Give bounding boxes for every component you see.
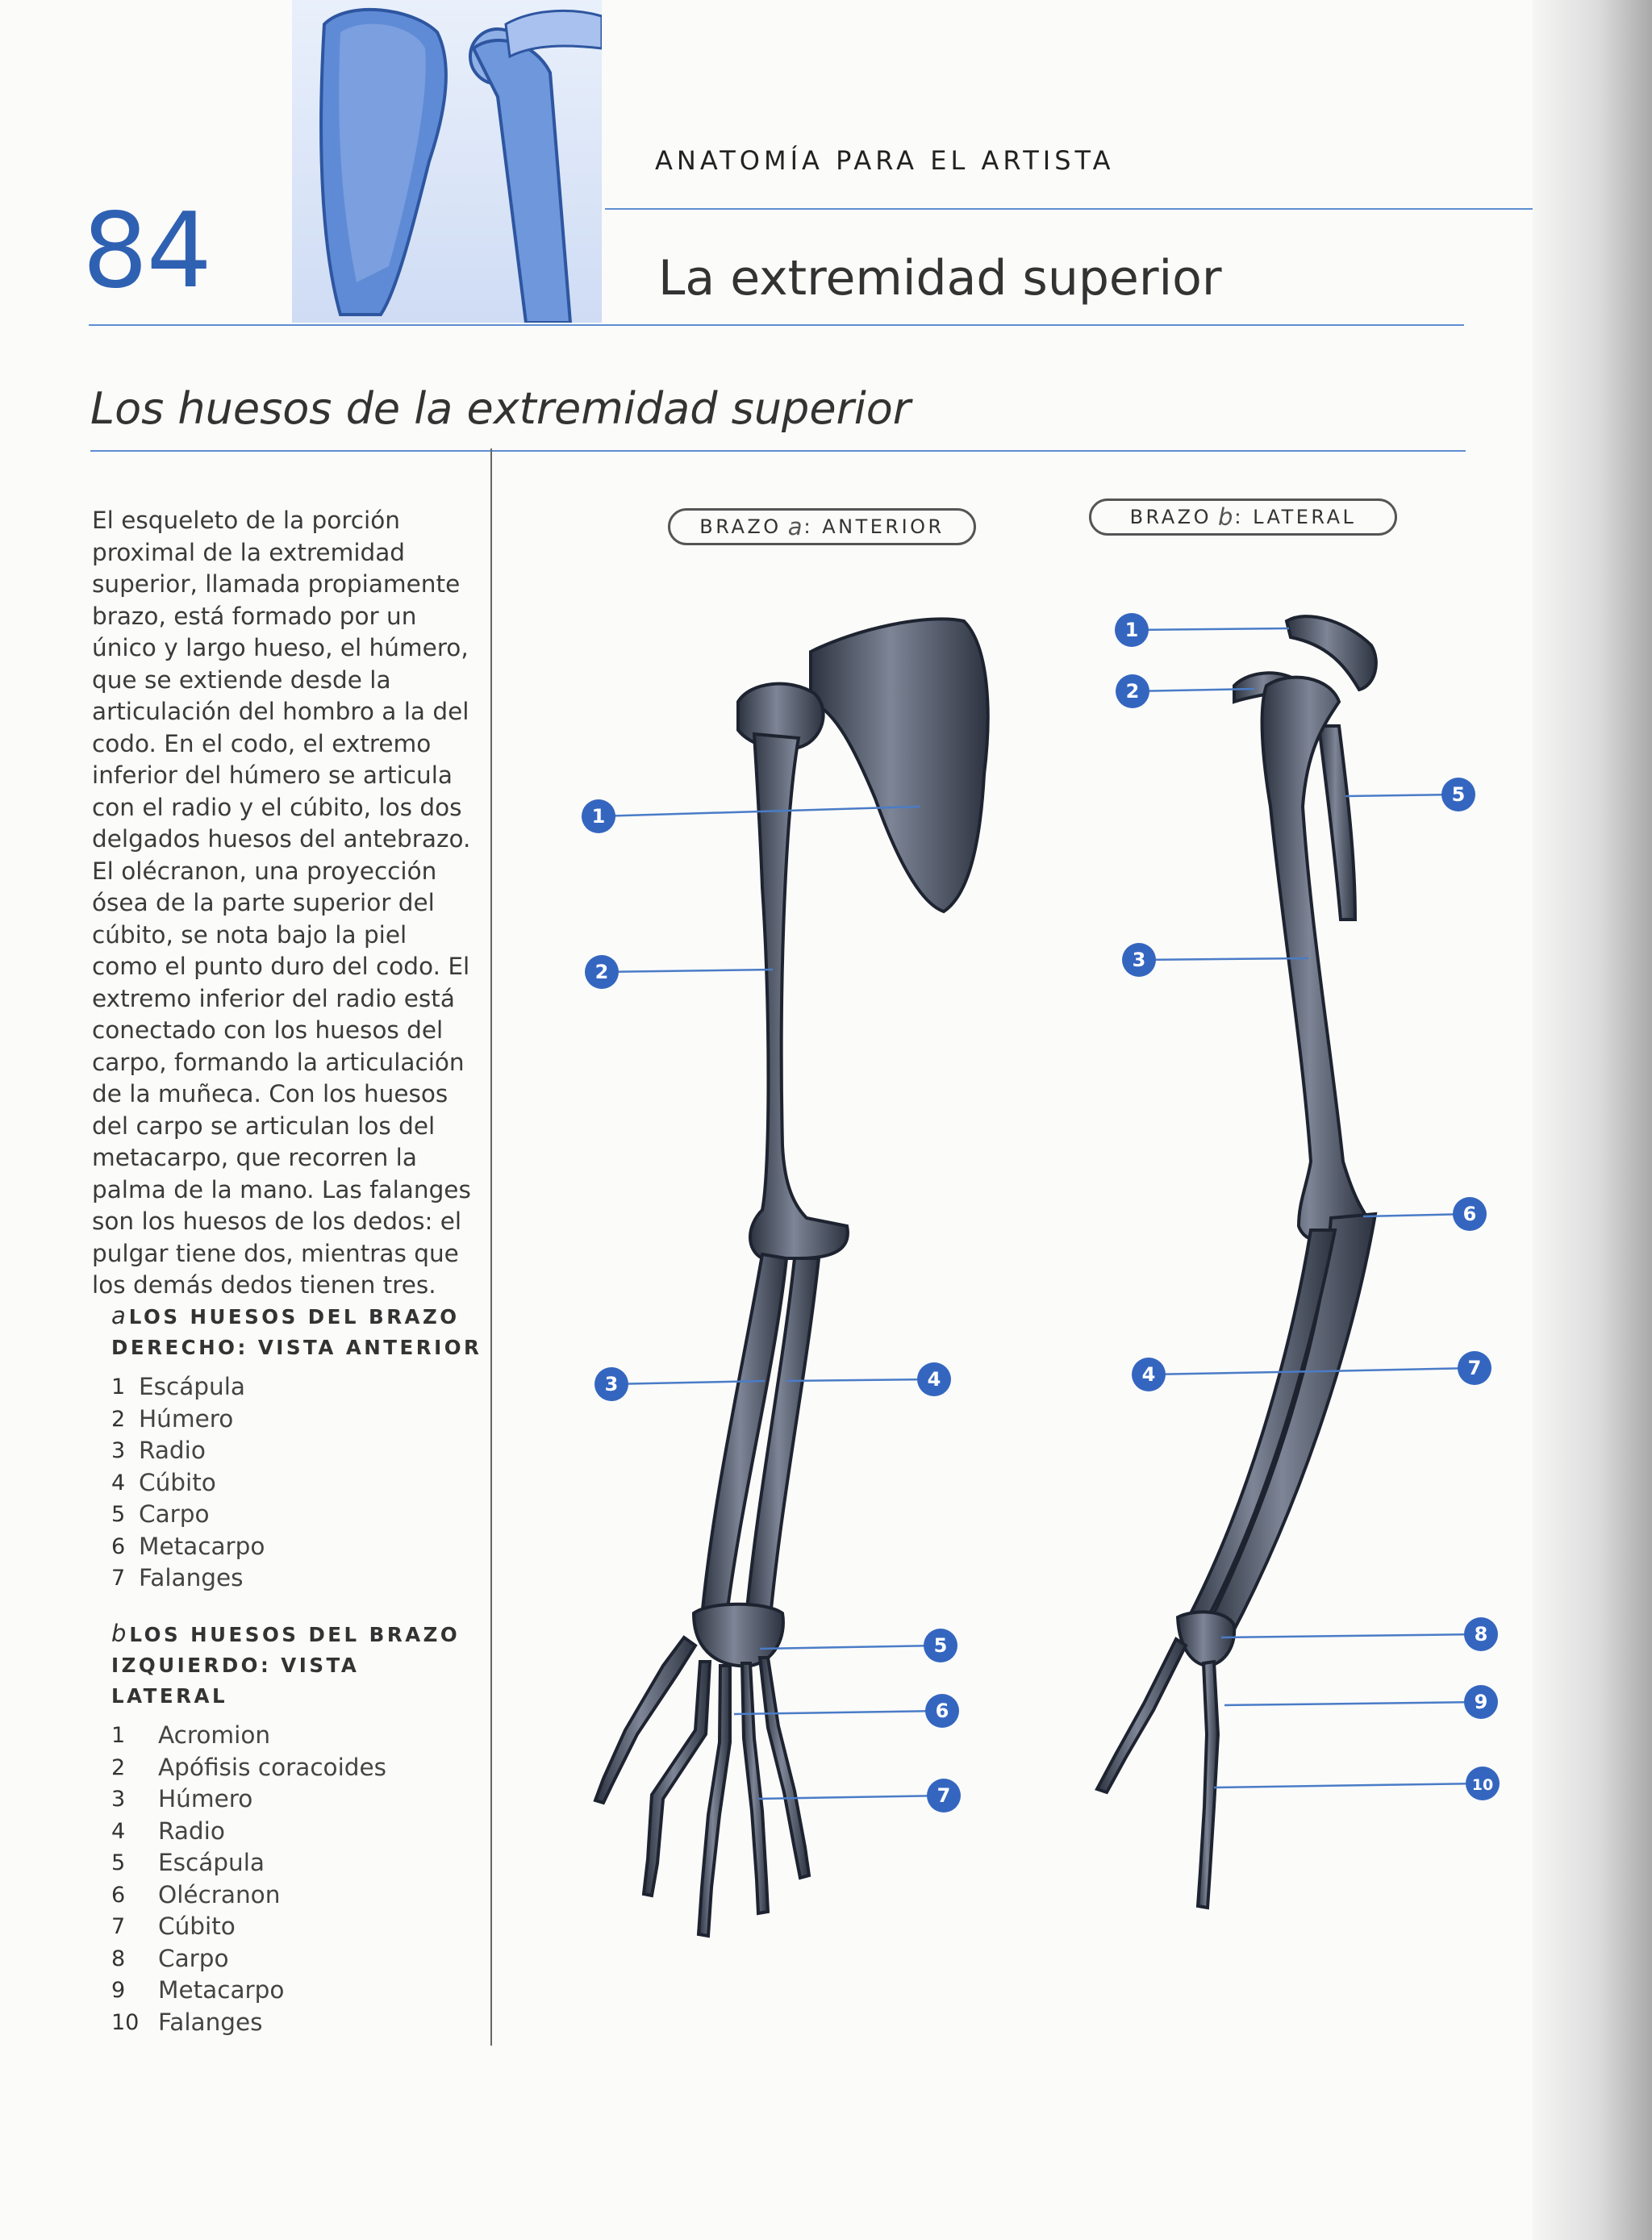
leader-b3 [1139, 958, 1308, 960]
legend-a-letter: a [111, 1302, 126, 1329]
legend-item-label: Apófisis coracoides [158, 1753, 387, 1781]
finger-a-1 [595, 1637, 695, 1803]
callout-b1 [1115, 613, 1149, 647]
figure-a-label-prefix: BRAZO [699, 515, 782, 538]
legend-item-number: 3 [111, 1787, 126, 1812]
carpus-a [694, 1604, 783, 1666]
legend-item-label: Cúbito [158, 1913, 236, 1940]
callout-b3-number: 3 [1132, 949, 1146, 971]
legend-item-label: Olécranon [158, 1880, 281, 1908]
callout-a5 [924, 1629, 957, 1662]
legend-item-label: Carpo [158, 1944, 229, 1972]
callout-a2-number: 2 [594, 961, 609, 983]
callout-a4-number: 4 [927, 1368, 941, 1391]
book-series-title: ANATOMÍA PARA EL ARTISTA [655, 145, 1115, 176]
section-title: Los huesos de la extremidad superior [90, 383, 911, 434]
legend-item-number: 1 [111, 1374, 126, 1399]
callout-b4 [1132, 1358, 1166, 1391]
callout-b5-number: 5 [1451, 783, 1466, 806]
legend-a-heading-text: LOS HUESOS DEL BRAZO DERECHO: VISTA ANTERIOR [111, 1305, 482, 1359]
legend-item-number: 6 [111, 1882, 126, 1908]
legend-item-number: 4 [111, 1470, 126, 1495]
legend-item-label: Falanges [139, 1564, 244, 1591]
humerus-shaft-a [750, 734, 848, 1258]
callout-b6-number: 6 [1462, 1203, 1477, 1225]
legend-item-label: Radio [158, 1817, 225, 1845]
legend-item-number: 7 [111, 1566, 126, 1591]
callout-b6 [1453, 1197, 1487, 1231]
legend-item-label: Falanges [158, 2008, 263, 2036]
finger-b-1 [1097, 1639, 1186, 1792]
legend-item-number: 1 [111, 1723, 126, 1748]
callout-b2-number: 2 [1125, 680, 1140, 703]
leader-b5 [1345, 795, 1458, 796]
legend-item-number: 6 [111, 1533, 126, 1559]
legend-item-label: Metacarpo [139, 1532, 265, 1560]
figure-b-label-prefix: BRAZO [1129, 506, 1212, 528]
legend-item-label: Acromion [158, 1721, 271, 1749]
leader-b10 [1214, 1783, 1483, 1787]
callout-a1 [582, 799, 615, 833]
callout-b7-number: 7 [1467, 1357, 1482, 1379]
legend-item-label: Cúbito [139, 1468, 216, 1496]
legend-item-label: Metacarpo [158, 1976, 285, 2004]
callout-b9 [1464, 1685, 1498, 1719]
callout-a3 [594, 1367, 628, 1401]
legend-item-number: 2 [111, 1754, 126, 1780]
figure-a-label-letter: a [787, 513, 803, 540]
legend-item-number: 2 [111, 1406, 126, 1432]
legend-item-label: Escápula [139, 1373, 246, 1400]
leader-a5 [760, 1646, 941, 1649]
callout-a7 [927, 1779, 961, 1812]
scapula-a [811, 619, 988, 911]
leader-a2 [602, 970, 773, 972]
legend-item-number: 5 [111, 1502, 126, 1527]
chapter-title: La extremidad superior [658, 250, 1222, 307]
figure-a-label-suffix: : ANTERIOR [803, 515, 945, 538]
callout-b8 [1464, 1617, 1498, 1651]
callout-a1-number: 1 [591, 805, 606, 828]
callout-a2 [585, 955, 619, 989]
carpus-b [1178, 1612, 1234, 1666]
callout-b5 [1441, 778, 1475, 811]
legend-b-heading-text: LOS HUESOS DEL BRAZO IZQUIERDO: VISTA LATERAL [111, 1623, 461, 1708]
legend-item-label: Radio [139, 1437, 206, 1464]
callout-b10 [1466, 1767, 1500, 1800]
legend-item-number: 9 [111, 1978, 126, 2003]
figure-a-anterior-arm [595, 619, 988, 1936]
legend-item-number: 10 [111, 2009, 140, 2035]
leader-b7 [1321, 1368, 1475, 1371]
leader-b1 [1132, 628, 1289, 630]
callout-b1-number: 1 [1124, 619, 1139, 641]
figure-b-lateral-arm [1097, 616, 1376, 1908]
callout-b10-number: 10 [1471, 1776, 1494, 1794]
legend-item-number: 3 [111, 1438, 126, 1463]
leader-b8 [1221, 1634, 1481, 1637]
legend-item-label: Escápula [158, 1849, 265, 1876]
legend-item-label: Carpo [139, 1500, 210, 1528]
callout-a5-number: 5 [933, 1634, 948, 1657]
intro-paragraph: El esqueleto de la porción proximal de la extremidad superior, llamada propiamente brazo, está formado por un único y largo hueso, el húmero, que se extiende desde la articulación del hombro a la del codo. En el codo, el extremo inferior del húmero se articula con el radio y el cúbito, los dos delgados huesos del antebrazo. El olécranon, una proyección ósea de la parte superior del cúbito, se nota bajo la piel como el punto duro del codo. El extremo inferior del radio está conectado con los huesos del carpo, formando la articulación de la muñeca. Con los huesos del carpo se articulan los del metacarpo, que recorren la palma de la mano. Las falanges son los huesos de los dedos: el pulgar tiene dos, mientras que los demás dedos tienen tres. [92, 507, 471, 1299]
finger-a-5 [760, 1658, 809, 1878]
callout-b8-number: 8 [1474, 1623, 1488, 1646]
callout-a4 [917, 1362, 951, 1396]
forearm-b-ulna [1206, 1214, 1375, 1637]
legend-item-label: Húmero [158, 1785, 253, 1812]
legend-item-number: 4 [111, 1818, 126, 1844]
callout-b2 [1116, 674, 1149, 708]
figure-b-label-suffix: : LATERAL [1234, 506, 1357, 528]
legend-item-number: 7 [111, 1914, 126, 1939]
legend-b-letter: b [111, 1620, 127, 1647]
callout-a7-number: 7 [937, 1784, 951, 1807]
legend-item-number: 5 [111, 1850, 126, 1875]
page-number: 84 [82, 191, 211, 311]
figure-b-label-letter: b [1217, 503, 1233, 531]
scapula-b [1319, 726, 1355, 920]
leader-a4 [786, 1379, 934, 1381]
callout-a3-number: 3 [604, 1373, 619, 1395]
legend-item-label: Húmero [139, 1404, 234, 1433]
finger-b-2 [1198, 1662, 1218, 1908]
callout-b7 [1458, 1351, 1491, 1385]
callout-a6 [925, 1694, 959, 1728]
leader-b9 [1224, 1702, 1481, 1705]
callout-a6-number: 6 [935, 1700, 949, 1722]
callout-b4-number: 4 [1141, 1363, 1156, 1386]
callout-b9-number: 9 [1474, 1691, 1488, 1713]
callout-b3 [1122, 943, 1156, 977]
legend-item-number: 8 [111, 1946, 126, 1971]
